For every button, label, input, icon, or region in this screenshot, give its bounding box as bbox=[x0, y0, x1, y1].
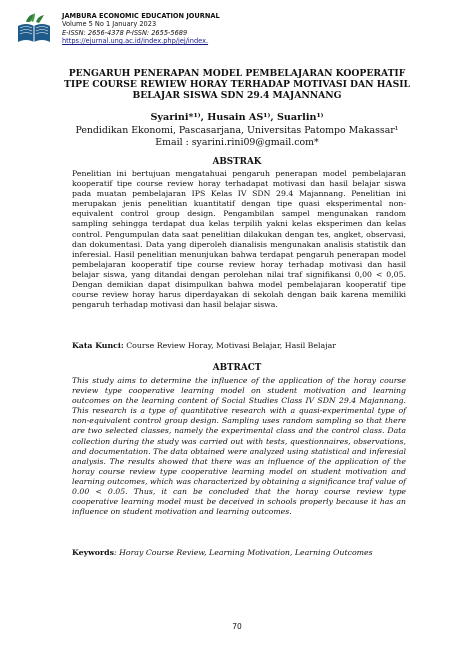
journal-logo bbox=[14, 12, 54, 46]
journal-header bbox=[14, 12, 220, 46]
page-number: 70 bbox=[232, 622, 242, 631]
journal-volume: Volume 5 No 1 January 2023 bbox=[62, 20, 157, 29]
keywords bbox=[72, 548, 412, 558]
abstrak-body: Penelitian ini bertujuan mengatahuai pengaruh penerapan model pembelajaran kooperatif tipe course review horay terhadapat motivasi dan hasil belajar siswa pada muatan pembelajaran IPS Kelas IV SDN 29.4 Majannang. Penelitian ini merupakan jenis penelitian kuantitatif dengan tipe quasi eksperimental non-equivalent control group design. Pengambilan sampel mengunakan random sampling sehingga terdapat dua kelas terpilih yakni kelas eksperimen dan kelas control. Pengumpulan data saat penelitian dilakukan dengan tes, angket, observasi, dan dokumentasi. Data yang diperoleh dianalisis mengunakan analisis statistik dan inferesial. Hasil penelitian menunjukan bahwa terdapat pengaruh penerapan model pembelajaran kooperatif tipe course review horay terhadap motivasi dan hasil belajar siswa, yang ditandai dengan perolehan nilai traf signifikansi 0,00 < 0,05. Dengan demikian dapat disimpulkan bahwa model pembelajaran kooperatif tipe course review horay harus diperdayakan di sekolah dengan baik karena memiliki pengaruh terhadap motivasi dan hasil belajar siswa. bbox=[72, 169, 406, 310]
keywords-label: Keywords bbox=[72, 548, 114, 557]
author-affiliation: Pendidikan Ekonomi, Pascasarjana, Universitas Patompo Makassar¹ bbox=[75, 125, 399, 136]
abstract-heading: ABTRACT bbox=[212, 363, 262, 373]
journal-url-link[interactable]: https://ejurnal.ung.ac.id/index.php/jej/index. bbox=[62, 36, 209, 45]
paper-title: PENGARUH PENERAPAN MODEL PEMBELAJARAN KOOPERATIF TIPE COURSE REWIEW HORAY TERHADAP MOTIVASI DAN HASIL BELAJAR SISWA SDN 29.4 MAJANNANG bbox=[64, 68, 410, 102]
kata-kunci bbox=[72, 341, 412, 351]
journal-name: JAMBURA ECONOMIC EDUCATION JOURNAL bbox=[62, 12, 220, 20]
journal-issn: E-ISSN: 2656-4378 P-ISSN: 2655-5689 bbox=[62, 28, 188, 37]
abstract-body: This study aims to determine the influence of the application of the horay course review type cooperative learning model on student motivation and learning outcomes on the learning content of Social Studies Class IV SDN 29.4 Majannang. This research is a type of quantitative research with a quasi-experimental type of non-equivalent control group design. Sampling uses random sampling so that there are two selected classes, namely the experimental class and the control class. Data collection during the study was carried out with tests, questionnaires, observations, and documentation. The data obtained were analyzed using statistical and inferesial analysis. The results showed that there was an influence of the application of the horay course review type cooperative learning model on student motivation and learning outcomes, which was characterized by obtaining a significance traf value of 0.00 < 0.05. Thus, it can be concluded that the horay course review type cooperative learning model must be deceived in schools properly because it has an influence on student motivation and learning outcomes. bbox=[72, 376, 406, 517]
paper-authors: Syarini*¹⁾, Husain AS¹⁾, Suarlin¹⁾ bbox=[150, 112, 324, 123]
kata-kunci-values: Course Review Horay, Motivasi Belajar, Hasil Belajar bbox=[123, 341, 336, 350]
kata-kunci-label: Kata Kunci: bbox=[72, 341, 124, 350]
abstrak-heading: ABSTRAK bbox=[212, 157, 262, 167]
keywords-values: : Horay Course Review, Learning Motivation, Learning Outcomes bbox=[113, 548, 373, 557]
author-email: Email : syarini.rini09@gmail.com* bbox=[155, 137, 319, 148]
